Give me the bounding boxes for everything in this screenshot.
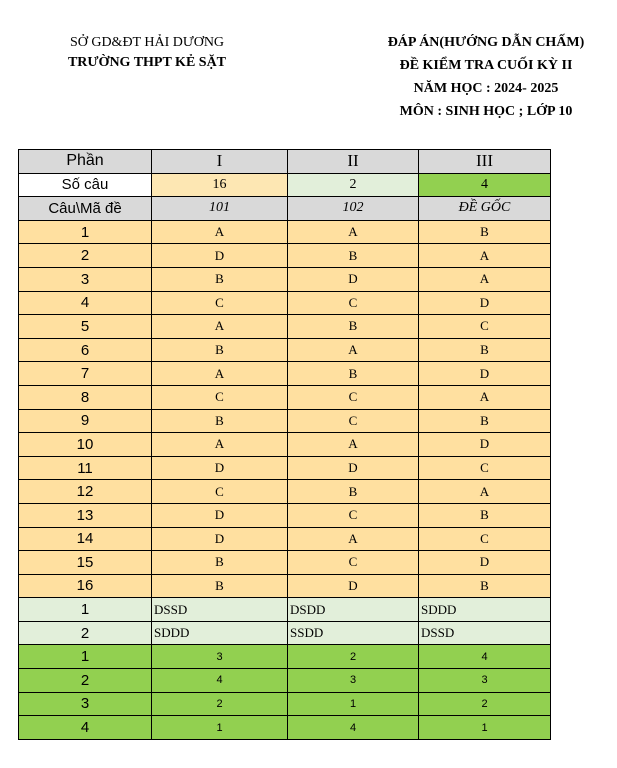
school-year: NĂM HỌC : 2024- 2025 <box>413 81 559 96</box>
question-cell: 7 <box>19 362 152 386</box>
answer-cell: B <box>288 315 419 339</box>
header-right <box>368 31 604 123</box>
answer-cell: 4 <box>419 645 551 669</box>
answer-cell: C <box>419 315 551 339</box>
answer-cell: B <box>152 409 288 433</box>
part1-row <box>19 527 551 551</box>
answer-cell: 2 <box>152 692 288 716</box>
answer-cell: DSDD <box>288 598 419 622</box>
answer-cell: 101 <box>152 197 288 221</box>
answer-cell: I <box>152 150 288 174</box>
answer-key-table <box>18 149 551 740</box>
part2-row <box>19 621 551 645</box>
answer-cell: 3 <box>288 669 419 693</box>
answer-cell: A <box>288 338 419 362</box>
question-cell: 2 <box>19 244 152 268</box>
part3-row <box>19 645 551 669</box>
answer-cell: A <box>419 385 551 409</box>
answer-cell: B <box>419 409 551 433</box>
question-cell: 3 <box>19 692 152 716</box>
part3-row <box>19 716 551 740</box>
question-cell: 14 <box>19 527 152 551</box>
answer-cell: C <box>152 385 288 409</box>
part1-row <box>19 480 551 504</box>
answer-cell: C <box>288 291 419 315</box>
question-cell: 2 <box>19 669 152 693</box>
answer-cell: 1 <box>288 692 419 716</box>
answer-cell: A <box>419 480 551 504</box>
answer-cell: A <box>152 362 288 386</box>
answer-cell: C <box>288 385 419 409</box>
exam-code-row <box>19 197 551 221</box>
answer-cell: A <box>152 220 288 244</box>
answer-cell: C <box>288 551 419 575</box>
header-left <box>42 33 252 73</box>
answer-cell: B <box>288 362 419 386</box>
answer-cell: D <box>419 362 551 386</box>
question-cell: 2 <box>19 621 152 645</box>
answer-cell: B <box>152 338 288 362</box>
header-row <box>19 150 551 174</box>
answer-cell: D <box>152 503 288 527</box>
answer-cell: A <box>152 433 288 457</box>
answer-cell: 102 <box>288 197 419 221</box>
answer-key-body <box>19 150 551 740</box>
answer-cell: C <box>419 527 551 551</box>
answer-cell: 4 <box>288 716 419 740</box>
question-cell: 15 <box>19 551 152 575</box>
answer-cell: D <box>419 433 551 457</box>
part1-row <box>19 338 551 362</box>
part3-row <box>19 692 551 716</box>
exam-title: ĐỀ KIỂM TRA CUỐI KỲ II <box>399 58 573 73</box>
answer-cell: C <box>419 456 551 480</box>
part1-row <box>19 551 551 575</box>
answer-cell: D <box>288 456 419 480</box>
question-cell: 5 <box>19 315 152 339</box>
school-name: TRƯỜNG THPT KẺ SẶT <box>67 55 227 70</box>
answer-cell: SSDD <box>288 621 419 645</box>
subject-line: MÔN : SINH HỌC ; LỚP 10 <box>399 104 573 119</box>
answer-key-title: ĐÁP ÁN(HƯỚNG DẪN CHẤM) <box>387 35 585 50</box>
answer-cell: C <box>152 291 288 315</box>
answer-cell: 3 <box>419 669 551 693</box>
answer-cell: 1 <box>419 716 551 740</box>
answer-cell: A <box>419 244 551 268</box>
part1-row <box>19 409 551 433</box>
answer-cell: D <box>152 244 288 268</box>
answer-cell: 4 <box>419 173 551 197</box>
part3-row <box>19 669 551 693</box>
answer-cell: D <box>288 574 419 598</box>
part1-row <box>19 574 551 598</box>
part1-row <box>19 244 551 268</box>
answer-cell: B <box>419 574 551 598</box>
question-cell: 8 <box>19 385 152 409</box>
part1-row <box>19 385 551 409</box>
answer-cell: B <box>288 480 419 504</box>
part1-row <box>19 220 551 244</box>
answer-cell: 4 <box>152 669 288 693</box>
part2-row <box>19 598 551 622</box>
answer-cell: D <box>288 267 419 291</box>
answer-cell: B <box>288 244 419 268</box>
answer-cell: B <box>419 338 551 362</box>
answer-cell: A <box>288 220 419 244</box>
question-cell: 1 <box>19 220 152 244</box>
answer-cell: C <box>152 480 288 504</box>
part1-row <box>19 315 551 339</box>
question-cell: 6 <box>19 338 152 362</box>
part1-row <box>19 291 551 315</box>
question-cell: 4 <box>19 291 152 315</box>
answer-cell: C <box>288 503 419 527</box>
answer-cell: 3 <box>152 645 288 669</box>
question-cell: 11 <box>19 456 152 480</box>
question-cell: 10 <box>19 433 152 457</box>
answer-cell: 2 <box>288 645 419 669</box>
answer-cell: A <box>419 267 551 291</box>
question-cell: 12 <box>19 480 152 504</box>
question-cell: 9 <box>19 409 152 433</box>
answer-cell: D <box>419 291 551 315</box>
question-cell: 13 <box>19 503 152 527</box>
answer-cell: 2 <box>288 173 419 197</box>
answer-cell: 1 <box>152 716 288 740</box>
answer-cell: B <box>419 220 551 244</box>
answer-cell: D <box>152 456 288 480</box>
part1-row <box>19 362 551 386</box>
answer-cell: DSSD <box>419 621 551 645</box>
question-cell: 1 <box>19 645 152 669</box>
question-cell: 1 <box>19 598 152 622</box>
answer-cell: 16 <box>152 173 288 197</box>
answer-cell: 2 <box>419 692 551 716</box>
part1-row <box>19 433 551 457</box>
answer-cell: A <box>288 433 419 457</box>
answer-cell: II <box>288 150 419 174</box>
question-count-row <box>19 173 551 197</box>
answer-cell: SDDD <box>152 621 288 645</box>
answer-cell: B <box>152 574 288 598</box>
question-cell: Số câu <box>19 173 152 197</box>
part1-row <box>19 503 551 527</box>
answer-cell: B <box>152 267 288 291</box>
answer-cell: A <box>152 315 288 339</box>
answer-cell: B <box>419 503 551 527</box>
answer-cell: B <box>152 551 288 575</box>
part1-row <box>19 267 551 291</box>
question-cell: 16 <box>19 574 152 598</box>
answer-cell: DSSD <box>152 598 288 622</box>
answer-cell: D <box>419 551 551 575</box>
answer-cell: SDDD <box>419 598 551 622</box>
answer-cell: D <box>152 527 288 551</box>
question-cell: Phần <box>19 150 152 174</box>
department-name: SỞ GD&ĐT HẢI DƯƠNG <box>69 35 225 50</box>
answer-cell: C <box>288 409 419 433</box>
answer-cell: III <box>419 150 551 174</box>
question-cell: 4 <box>19 716 152 740</box>
part1-row <box>19 456 551 480</box>
answer-cell: A <box>288 527 419 551</box>
answer-cell: ĐỀ GỐC <box>419 197 551 221</box>
question-cell: Câu\Mã đề <box>19 197 152 221</box>
question-cell: 3 <box>19 267 152 291</box>
